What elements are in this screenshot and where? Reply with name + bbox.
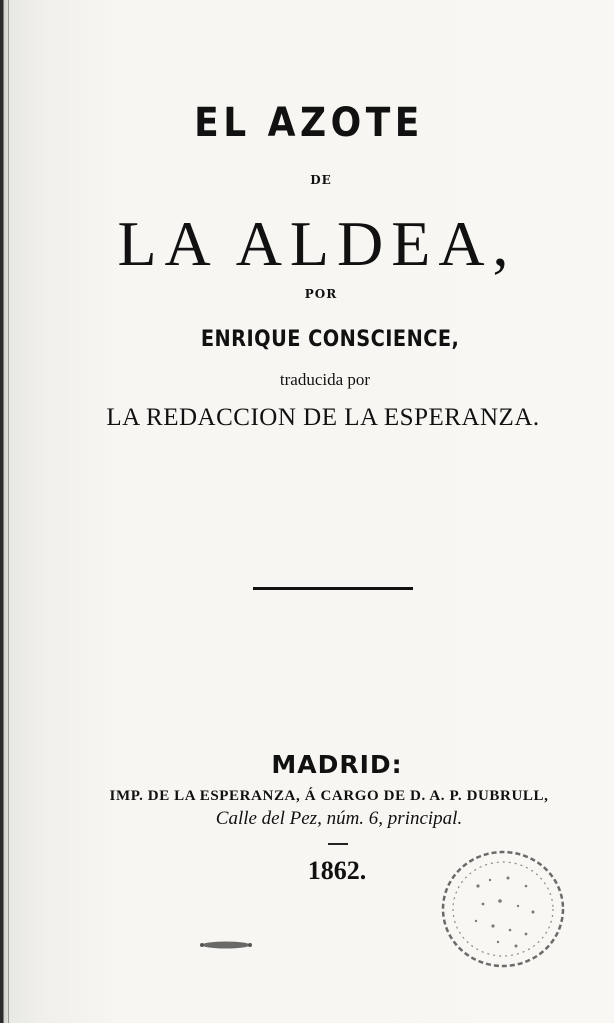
title-connector: DE [310,173,332,187]
divider-rule [253,587,413,590]
author-name: ENRIQUE CONSCIENCE, [200,327,460,352]
imprint-address: Calle del Pez, núm. 6, principal. [215,808,463,829]
by-label: POR [304,287,338,301]
binding-edge [8,0,9,1023]
title-line-1: EL AZOTE [194,100,424,146]
translator-name: LA REDACCION DE LA ESPERANZA. [106,404,540,431]
short-divider [328,843,348,845]
library-stamp-icon [438,846,568,972]
ink-smudge-icon [196,939,256,951]
imprint-city: MADRID: [271,750,403,779]
title-line-2: LA ALDEA, [117,208,517,279]
translated-by-label: traducida por [279,370,371,389]
imprint-printer: IMP. DE LA ESPERANZA, Á CARGO DE D. A. P. DUBRULL, [109,788,549,804]
imprint-year: 1862. [307,856,367,885]
